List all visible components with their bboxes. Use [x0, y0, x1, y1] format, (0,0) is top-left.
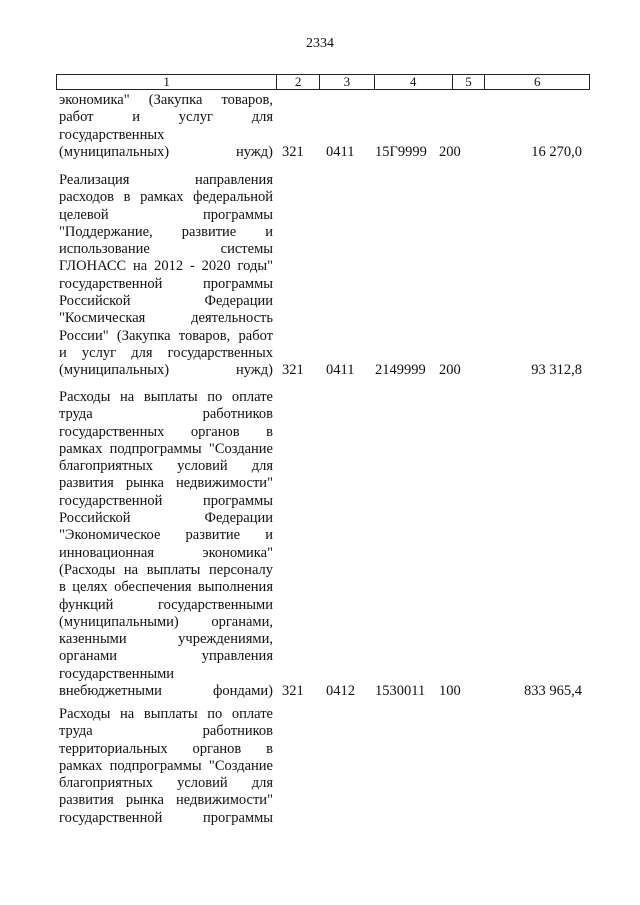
- description-line: государственной программы: [59, 809, 273, 826]
- description-line: работ и услуг для: [59, 109, 273, 126]
- description-line: использование системы: [59, 241, 273, 258]
- description-line: "Поддержание, развитие и: [59, 223, 273, 240]
- cell-col-2: 321: [282, 683, 304, 700]
- cell-col-3: 0412: [326, 683, 355, 700]
- description-line: Реализация направления: [59, 172, 273, 188]
- cell-col-5: 200: [439, 143, 461, 160]
- description-line: Российской Федерации: [59, 510, 273, 527]
- description-line: "Экономическое развитие и: [59, 527, 273, 544]
- description-line: благоприятных условий для: [59, 775, 273, 792]
- description-line: территориальных органов в: [59, 740, 273, 757]
- description-line: (муниципальными) органами,: [59, 613, 273, 630]
- description-line: рамках подпрограммы "Создание: [59, 440, 273, 457]
- description-line: труда работников: [59, 723, 273, 740]
- cell-col-4: 15Г9999: [375, 143, 427, 160]
- description-line: Расходы на выплаты по оплате: [59, 706, 273, 722]
- cell-col-5: 200: [439, 362, 461, 379]
- description-line: внебюджетными фондами): [59, 683, 273, 700]
- cell-col-4: 2149999: [375, 362, 426, 379]
- description-line: в целях обеспечения выполнения: [59, 579, 273, 596]
- header-col-4: 4: [374, 75, 452, 89]
- header-col-1: 1: [163, 74, 170, 89]
- cell-col-5: 100: [439, 683, 461, 700]
- row-description: [59, 389, 273, 700]
- cell-col-6: 93 312,8: [531, 362, 582, 379]
- page-number: 2334: [306, 36, 334, 51]
- row-description: [59, 706, 273, 827]
- description-line: экономика" (Закупка товаров,: [59, 92, 273, 108]
- description-line: Российской Федерации: [59, 293, 273, 310]
- header-col-3: 3: [319, 75, 374, 89]
- description-line: и услуг для государственных: [59, 344, 273, 361]
- cell-col-2: 321: [282, 362, 304, 379]
- description-line: ГЛОНАСС на 2012 - 2020 годы": [59, 258, 273, 275]
- description-line: (муниципальных) нужд): [59, 362, 273, 379]
- description-line: "Космическая деятельность: [59, 310, 273, 327]
- row-description: [59, 172, 273, 380]
- description-line: труда работников: [59, 406, 273, 423]
- table-header-row: [56, 74, 590, 90]
- cell-col-6: 16 270,0: [531, 143, 582, 160]
- description-line: развития рынка недвижимости": [59, 792, 273, 809]
- cell-col-2: 321: [282, 143, 304, 160]
- description-line: государственной программы: [59, 492, 273, 509]
- description-line: целевой программы: [59, 206, 273, 223]
- description-line: органами управления: [59, 648, 273, 665]
- description-line: благоприятных условий для: [59, 458, 273, 475]
- description-line: инновационная экономика": [59, 544, 273, 561]
- cell-col-3: 0411: [326, 362, 355, 379]
- description-line: Расходы на выплаты по оплате: [59, 389, 273, 405]
- description-line: государственных органов в: [59, 423, 273, 440]
- header-col-5: 5: [452, 75, 485, 89]
- description-line: казенными учреждениями,: [59, 631, 273, 648]
- header-col-2: 2: [276, 75, 319, 89]
- description-line: расходов в рамках федеральной: [59, 189, 273, 206]
- header-col-6: 6: [484, 75, 589, 89]
- description-line: России" (Закупка товаров, работ: [59, 327, 273, 344]
- cell-col-4: 1530011: [375, 683, 426, 700]
- description-line: функций государственными: [59, 596, 273, 613]
- description-line: (Расходы на выплаты персоналу: [59, 561, 273, 578]
- cell-col-3: 0411: [326, 143, 355, 160]
- description-line: (муниципальных) нужд): [59, 143, 273, 160]
- row-description: [59, 92, 273, 161]
- cell-col-6: 833 965,4: [524, 683, 582, 700]
- description-line: государственных: [59, 126, 165, 143]
- description-line: развития рынка недвижимости": [59, 475, 273, 492]
- description-line: государственными: [59, 665, 175, 682]
- description-line: государственной программы: [59, 275, 273, 292]
- description-line: рамках подпрограммы "Создание: [59, 757, 273, 774]
